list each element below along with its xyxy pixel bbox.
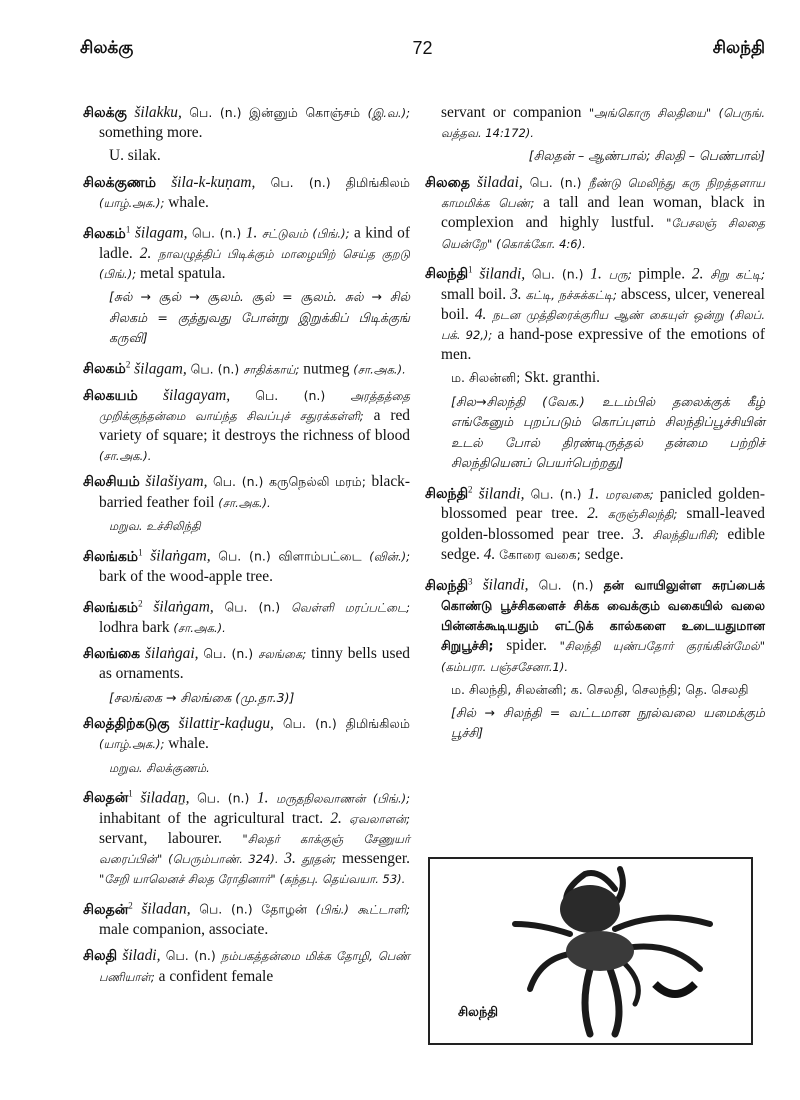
english-meaning: a confident female: [158, 967, 274, 985]
transliteration: šilandi,: [479, 265, 526, 283]
etymology: [சிலதன் – ஆண்பால்; சிலதி – பெண்பால்]: [528, 148, 765, 164]
english-meaning: male companion, associate.: [99, 921, 269, 939]
transliteration: šilakku,: [134, 104, 182, 121]
tamil-meaning: விளாம்பட்டை: [278, 548, 362, 564]
headword: சிலதன்$^2$: [83, 900, 133, 919]
transliteration: šilagam,: [134, 360, 187, 378]
source: (பிங்.);: [372, 791, 410, 806]
spider-figure: [428, 857, 753, 1045]
spider-leg: [625, 964, 638, 1004]
transliteration: šiladi,: [122, 947, 161, 965]
dictionary-entry: [83, 103, 410, 167]
headword: சிலக்கு: [83, 105, 127, 121]
part-of-speech: பெ. (n.): [191, 225, 242, 241]
headword: சிலந்தி$^3$: [425, 576, 473, 594]
tamil-meaning: கோரை வகை;: [499, 546, 581, 562]
source: (பிங்.);: [312, 226, 350, 241]
english-meaning: edible sedge.: [441, 525, 765, 563]
tamil-meaning: கருஞ்சிலந்தி;: [607, 507, 678, 522]
transliteration: šilaṅgai,: [145, 645, 199, 663]
headword: சிலகயம்: [83, 387, 138, 404]
source: (வின்.);: [369, 549, 410, 564]
english-meaning: a tall and lean woman, black in complexion and highly lustful.: [441, 194, 765, 232]
headword: சிலதன்$^1$: [83, 788, 133, 807]
transliteration: šilaṅgam,: [150, 547, 211, 565]
cognate-note: U. silak.: [109, 147, 161, 165]
tamil-meaning: தூதன்;: [301, 851, 337, 866]
transliteration: šilagam,: [134, 224, 188, 242]
dictionary-entry: [83, 895, 410, 940]
headword: சிலதி: [83, 948, 118, 965]
tamil-meaning: ஏவலாளன்;: [349, 811, 410, 826]
headword: சிலங்கை: [83, 646, 141, 663]
english-meaning: servant or companion: [441, 104, 582, 121]
part-of-speech: பெ. (n.): [270, 174, 331, 190]
transliteration: šilandi,: [482, 576, 529, 594]
headword: சிலதை: [425, 174, 470, 191]
citation: (சிலப். பக். 92,);: [441, 307, 766, 342]
sense-number: 2.: [587, 505, 599, 523]
cognate-note: ம. சிலன்னி; Skt. granthi.: [451, 369, 600, 387]
citation: (கம்பரா. பஞ்சசேனா.1).: [441, 659, 568, 674]
tamil-meaning: நடன முத்திரைக்குரிய ஆண் கையுள் ஒன்று: [492, 307, 724, 322]
headword: சிலத்திற்கடுகு: [83, 716, 170, 733]
english-meaning: inhabitant of the agricultural tract.: [99, 809, 324, 827]
part-of-speech: பெ. (n.): [530, 486, 582, 502]
tamil-meaning: கருநெல்லி மரம்;: [268, 474, 366, 490]
page-number: 72: [412, 38, 433, 58]
headword: சிலந்தி$^2$: [425, 484, 473, 503]
english-meaning: something more.: [99, 124, 203, 142]
tamil-meaning: இன்னும் கொஞ்சம்: [249, 105, 361, 120]
tamil-meaning: சிலந்தியரிசி;: [652, 527, 719, 542]
sense-number: 3.: [632, 525, 645, 543]
headword: சிலசியம்: [83, 474, 140, 491]
sense-number: 3.: [284, 849, 296, 867]
quotation: "பேசலஞ் சிலதை யென்றே": [441, 216, 765, 251]
part-of-speech: பெ. (n.): [203, 646, 254, 662]
english-meaning: a red variety of square; it destroys the richness of blood: [99, 406, 410, 445]
spider-leg: [585, 969, 590, 1034]
part-of-speech: பெ. (n.): [197, 790, 250, 806]
dictionary-entry: [425, 480, 765, 565]
part-of-speech: பெ. (n.): [189, 105, 242, 120]
tamil-meaning: சாதிக்காய்;: [243, 362, 300, 377]
dictionary-entry: [425, 571, 765, 744]
tamil-meaning: சலங்கை;: [258, 647, 307, 662]
synonym-note: மறுவ. உச்சிலிந்தி: [109, 518, 201, 533]
running-head-right: சிலந்தி: [712, 38, 765, 57]
english-meaning: servant, labourer.: [99, 829, 222, 847]
headword: சிலகம்$^2$: [83, 359, 131, 378]
page-header: [80, 38, 765, 62]
part-of-speech: பெ. (n.): [190, 361, 240, 377]
english-meaning: whale.: [168, 193, 209, 211]
dictionary-entry: [425, 173, 765, 254]
english-meaning: metal spatula.: [139, 265, 226, 283]
source: (யாழ்.அக.);: [99, 195, 165, 210]
sense-number: 1.: [587, 485, 600, 503]
transliteration: šilattiṟ-kaḍugu,: [178, 715, 274, 733]
dictionary-entry: [83, 946, 410, 986]
synonym-note: மறுவ. சிலக்குணம்.: [109, 760, 210, 775]
english-meaning: sedge.: [584, 545, 624, 563]
source: (சா.அக.).: [218, 495, 271, 510]
english-meaning: messenger.: [342, 849, 410, 867]
transliteration: šila-k-kuṇam,: [171, 173, 256, 191]
dictionary-entry: [83, 355, 410, 380]
tamil-meaning: பரு;: [608, 267, 632, 282]
tamil-meaning: தோழன்: [261, 902, 308, 918]
tamil-meaning: அரத்தத்தை முறிக்குந்தன்மை வாய்ந்த சிவப்புச் சதுரக்கள்ளி;: [99, 388, 410, 423]
spider-leg: [615, 918, 710, 929]
headword: சிலங்கம்$^2$: [83, 598, 143, 616]
part-of-speech: பெ. (n.): [282, 716, 337, 732]
dictionary-entry: [83, 714, 410, 778]
spider-leg: [530, 954, 570, 989]
source: (சா.அக.).: [99, 449, 152, 464]
spider-leg: [515, 924, 570, 934]
figure-caption: சிலந்தி: [458, 1005, 498, 1020]
etymology: [சுல் → சூல் → சூலம். சூல் = சூலம். சுல் → சில் சிலகம் = குத்துவது போன்று இறுக்கிப் பிடிக்குங் கருவி]: [109, 289, 410, 346]
headword: சிலகம்$^1$: [83, 224, 131, 242]
english-meaning: whale.: [168, 735, 209, 753]
citation: (பெரும்பாண். 324).: [168, 851, 279, 866]
tamil-meaning: மருதநிலவாணன்: [276, 791, 366, 806]
quotation: "சிலந்தி யுண்பதோர் குரங்கின்மேல்": [559, 639, 765, 654]
entry-continuation: [425, 103, 765, 167]
english-meaning: a kind of ladle.: [99, 224, 410, 262]
source: (பிங்.);: [99, 267, 137, 282]
tamil-meaning: வெள்ளி மரப்பட்டை;: [290, 600, 410, 615]
running-head-left: சிலக்கு: [80, 38, 134, 57]
tamil-meaning: நாவழுத்திப் பிடிக்கும் மாழையிற் செய்த குறடு: [158, 246, 410, 261]
english-meaning: spider.: [506, 637, 547, 655]
part-of-speech: பெ. (n.): [224, 599, 281, 615]
source: (சா.அக.).: [353, 362, 406, 377]
dictionary-entry: [83, 542, 410, 587]
dictionary-entry: [425, 260, 765, 474]
dictionary-entry: [83, 386, 410, 467]
sense-number: 4.: [483, 545, 496, 563]
headword: சிலங்கம்$^1$: [83, 547, 143, 565]
sense-number: 2.: [691, 265, 704, 283]
spider-fang: [655, 984, 695, 994]
tamil-meaning: சட்டுவம்: [261, 226, 308, 241]
sense-number: 3.: [510, 285, 522, 303]
citation: (கந்தபு. தெய்வயா. 53).: [279, 872, 406, 887]
english-meaning: bark of the wood-apple tree.: [99, 567, 273, 585]
dictionary-entry: [83, 219, 410, 349]
spider-cephalothorax: [566, 931, 634, 971]
tamil-meaning: நீண்டு மெலிந்து கரு நிறத்தளாய காமமிக்க பெண்;: [441, 175, 765, 211]
tamil-meaning: மரவகை;: [605, 487, 654, 502]
spider-leg: [610, 969, 619, 1034]
english-meaning: tinny bells used as ornaments.: [99, 645, 410, 683]
headword: சிலக்குணம்: [83, 174, 156, 191]
quotation: "அங்கொரு சிலதியை": [588, 106, 712, 120]
part-of-speech: பெ. (n.): [538, 577, 594, 593]
english-meaning: panicled golden-blossomed pear tree.: [441, 485, 765, 523]
english-meaning: small-leaved golden-blossomed pear tree.: [441, 505, 765, 543]
dictionary-entry: [83, 644, 410, 708]
part-of-speech: பெ. (n.): [531, 266, 584, 282]
etymology: [சலங்கை → சிலங்கை (மு.தா.3)]: [109, 689, 295, 705]
sense-number: 2.: [139, 244, 152, 262]
english-meaning: black-barried feather foil: [99, 473, 410, 511]
source: (யாழ்.அக.);: [99, 737, 165, 752]
english-meaning: a hand-pose expressive of the emotions of men.: [441, 325, 765, 364]
transliteration: šilašiyam,: [145, 473, 208, 491]
headword: சிலந்தி$^1$: [425, 264, 473, 283]
source: (இ.வ.);: [367, 106, 410, 120]
english-meaning: pimple.: [638, 265, 686, 283]
etymology: [சில் → சிலந்தி = வட்டமான நூல்வலை யமைக்கும் பூச்சி]: [451, 704, 765, 741]
sense-number: 4.: [474, 305, 487, 323]
part-of-speech: பெ. (n.): [165, 948, 216, 964]
dictionary-entry: [83, 784, 410, 890]
english-meaning: lodhra bark: [99, 618, 170, 636]
tamil-meaning: திமிங்கிலம்: [345, 716, 410, 732]
source: (சா.அக.).: [173, 620, 226, 635]
tamil-meaning: தன் வாயிலுள்ள சுரப்பைக் கொண்டு பூச்சிகளைச் சிக்க வைக்கும் வகையில் வலை பின்னக்கூடியதும் எட்டுக் கால்களை உடையதுமான சிறுபூச்சி;: [441, 577, 765, 654]
etymology: [சில→சிலந்தி (வேக.) உடம்பில் தலைக்குக் கீழ் எங்கேனும் புறப்படும் கொப்புளம் சிலந்திப்பூச்சியின் உடல் போல் திரண்டிருத்தல் தன்மை பற்றிச் சிலந்தியெனப் பெயர்பெற்றது]: [451, 393, 765, 471]
left-column: [83, 103, 410, 993]
citation: (பெருங். வத்தவ. 14:172).: [441, 106, 765, 141]
part-of-speech: பெ. (n.): [213, 474, 264, 490]
english-meaning: abscess, ulcer, venereal boil.: [441, 285, 765, 323]
citation: (கொக்கோ. 4:6).: [496, 236, 586, 251]
sense-number: 1.: [590, 265, 602, 283]
source: (பிங்.): [315, 903, 349, 918]
transliteration: šiladai,: [476, 173, 523, 191]
spider-abdomen: [560, 885, 620, 933]
transliteration: šiladan,: [141, 901, 191, 919]
part-of-speech: பெ. (n.): [218, 548, 271, 564]
transliteration: šilaṅgam,: [153, 598, 214, 616]
quotation: "சேறி யாலெனச் சிலத ரோதினார்": [99, 872, 276, 887]
english-meaning: small boil.: [441, 285, 507, 303]
dictionary-entry: [83, 173, 410, 213]
part-of-speech: பெ. (n.): [529, 174, 582, 190]
tamil-meaning: நம்பகத்தன்மை மிக்க தோழி, பெண் பணியாள்;: [99, 949, 410, 984]
part-of-speech: பெ. (n.): [255, 387, 326, 403]
part-of-speech: பெ. (n.): [199, 902, 253, 918]
tamil-meaning: திமிங்கிலம்: [345, 174, 410, 190]
tamil-meaning: கூட்டாளி;: [357, 903, 410, 918]
dictionary-entry: [83, 472, 410, 536]
tamil-meaning: கட்டி, நச்சுக்கட்டி;: [525, 287, 617, 302]
dictionary-entry: [83, 593, 410, 638]
transliteration: šiladaṉ,: [140, 789, 190, 807]
tamil-meaning: சிறு கட்டி;: [710, 267, 765, 282]
cognate-note: ம. சிலந்தி, சிலன்னி; க. செலதி, செலந்தி; தெ. செலதி: [451, 681, 749, 697]
transliteration: šilandi,: [478, 485, 525, 503]
right-column: [425, 103, 765, 750]
transliteration: šilagayam,: [162, 386, 231, 404]
sense-number: 1.: [256, 789, 269, 807]
sense-number: 1.: [245, 224, 258, 242]
quotation: "சிலதர் காக்குஞ் சேணுயர் வரைப்பின்": [99, 831, 410, 866]
english-meaning: nutmeg: [303, 360, 350, 378]
sense-number: 2.: [330, 809, 342, 827]
